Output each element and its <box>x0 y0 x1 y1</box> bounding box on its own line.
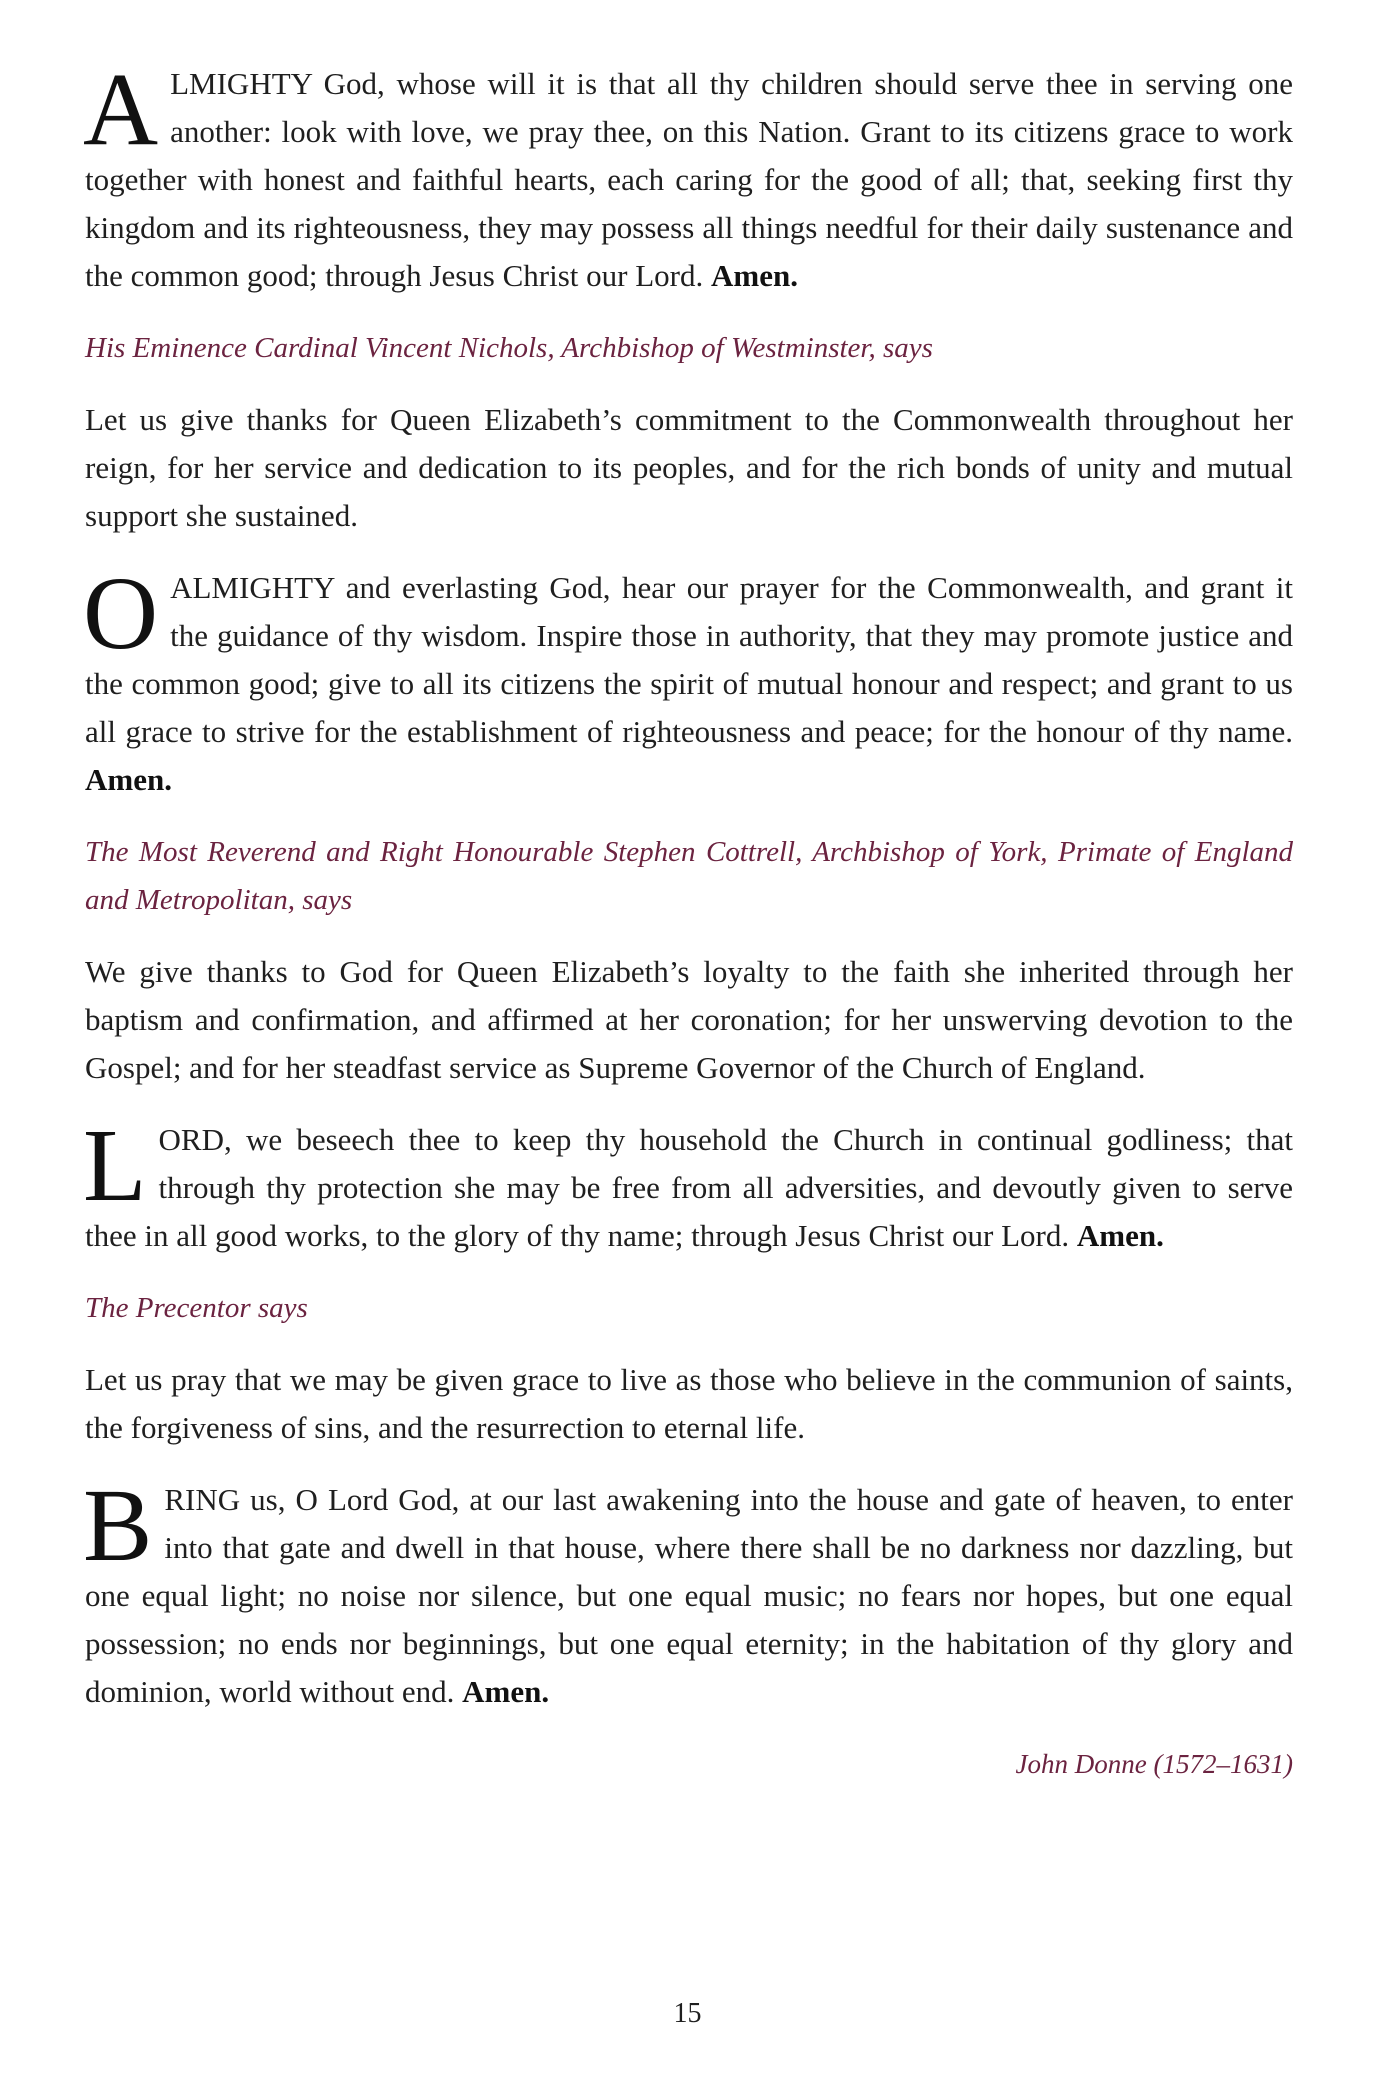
rubric-archbishop-york: The Most Reverend and Right Honourable Stephen Cottrell, Archbishop of York, Primate of England and Metropolitan, says <box>85 836 1293 916</box>
amen: Amen. <box>85 762 172 797</box>
attribution: John Donne (1572–1631) <box>1015 1749 1293 1779</box>
rubric-precentor: The Precentor says <box>85 1292 308 1324</box>
rubric-cardinal-nichols: His Eminence Cardinal Vincent Nichols, Archbishop of Westminster, says <box>85 332 933 364</box>
amen: Amen. <box>462 1674 550 1709</box>
drop-cap: A <box>83 52 159 167</box>
amen: Amen. <box>1076 1218 1164 1253</box>
drop-cap: B <box>83 1468 153 1583</box>
drop-cap: L <box>83 1108 147 1223</box>
prayer-for-commonwealth <box>83 556 1293 804</box>
drop-cap: O <box>83 556 159 671</box>
prayer-for-church <box>83 1108 1293 1260</box>
prayer-text: LMIGHTY God, whose will it is that all thy children should serve thee in serving one another: look with love, we pray thee, on this Nation. Grant to its citizens grace to work together with honest and faithful hearts, each caring for the good of all; that, seeking first thy kingdom and its righteousness, they may possess all things needful for their daily sustenance and the common good; through Jesus Christ our Lord. <box>85 66 1293 293</box>
prayer-for-nation <box>83 52 1293 300</box>
prayer-john-donne <box>83 1468 1293 1716</box>
page-number: 15 <box>673 1998 702 2029</box>
prayer-text: ORD, we beseech thee to keep thy household the Church in continual godliness; that through thy protection she may be free from all adversities, and devoutly given to serve thee in all good works, to the glory of thy name; through Jesus Christ our Lord. <box>85 1122 1293 1253</box>
prayer-text: RING us, O Lord God, at our last awakening into the house and gate of heaven, to enter into that gate and dwell in that house, where there shall be no darkness nor dazzling, but one equal light; no noise nor silence, but one equal music; no fears nor hopes, but one equal possession; no ends nor beginnings, but one equal eternity; in the habitation of thy glory and dominion, world without end. <box>85 1482 1293 1709</box>
amen: Amen. <box>710 258 798 293</box>
bidding-faith: We give thanks to God for Queen Elizabeth’s loyalty to the faith she inherited through her baptism and confirmation, and affirmed at her coronation; for her unswerving devotion to the Gospel; and for her steadfast service as Supreme Governor of the Church of England. <box>85 954 1293 1085</box>
prayer-text: ALMIGHTY and everlasting God, hear our prayer for the Commonwealth, and grant it the guidance of thy wisdom. Inspire those in authority, that they may promote justice and the common good; give to all its citizens the spirit of mutual honour and respect; and grant to us all grace to strive for the establishment of righteousness and peace; for the honour of thy name. <box>85 570 1293 749</box>
bidding-commonwealth: Let us give thanks for Queen Elizabeth’s commitment to the Commonwealth throughout her reign, for her service and dedication to its peoples, and for the rich bonds of unity and mutual support she sustained. <box>85 402 1293 533</box>
bidding-communion-of-saints: Let us pray that we may be given grace to live as those who believe in the communion of saints, the forgiveness of sins, and the resurrection to eternal life. <box>85 1362 1293 1445</box>
